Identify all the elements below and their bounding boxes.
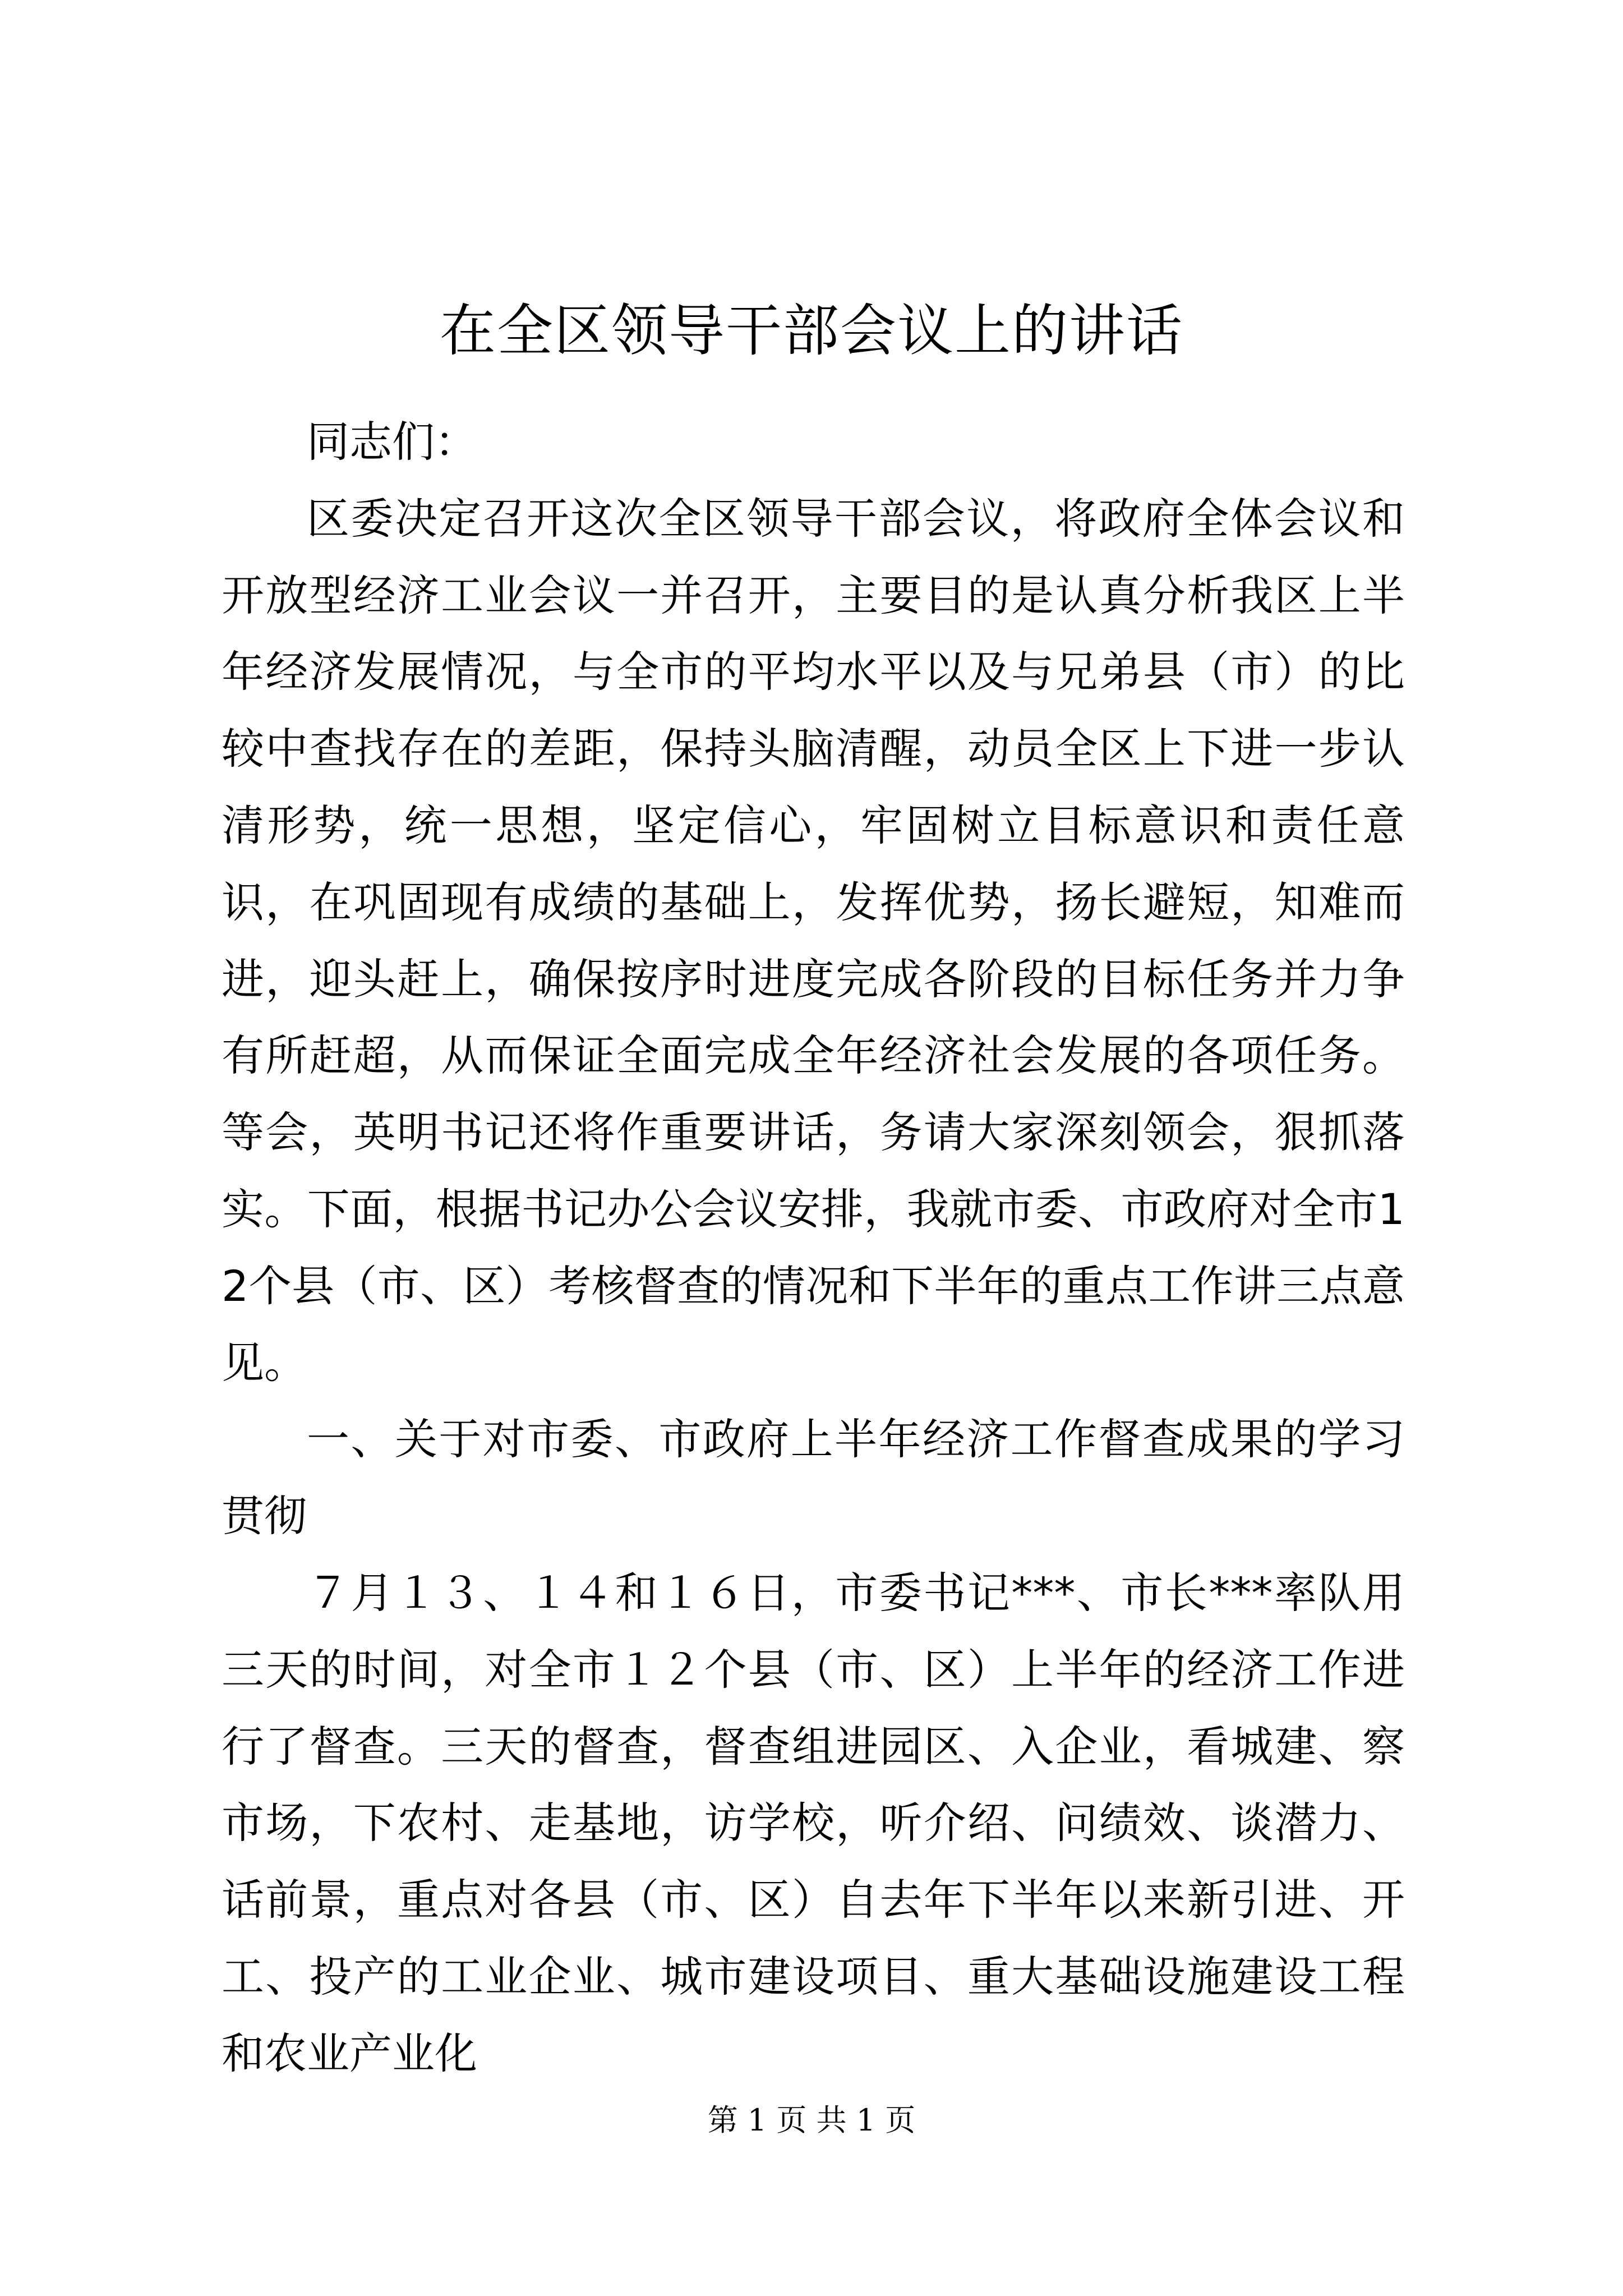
salutation: 同志们： [307,417,477,467]
paragraph-intro: 区委决定召开这次全区领导干部会议，将政府全体会议和开放型经济工业会议一并召开，主要目的是认真分析我区上半年经济发展情况，与全市的平均水平以及与兄弟县（市）的比较中查找存在的差距，保持头脑清醒，动员全区上下进一步认清形势，统一思想，坚定信心，牢固树立目标意识和责任意识，在巩固现有成绩的基础上，发挥优势，扬长避短，知难而进，迎头赶上，确保按序时进度完成各阶段的目标任务并力争有所赶超，从而保证全面完成全年经济社会发展的各项任务。等会，英明书记还将作重要讲话，务请大家深刻领会，狠抓落实。下面，根据书记办公会议安排，我就市委、市政府对全市12个县（市、区）考核督查的情况和下半年的重点工作讲三点意见。 [222,493,1405,1388]
document-body [222,404,1405,2092]
page-footer: 第 1 页 共 1 页 [707,2102,916,2138]
paragraph-inspection: ７月１３、１４和１６日，市委书记***、市长***率队用三天的时间，对全市１２个县（市、区）上半年的经济工作进行了督查。三天的督查，督查组进园区、入企业，看城建、察市场，下农村、走基地，访学校，听介绍、问绩效、谈潜力、话前景，重点对各县（市、区）自去年下半年以来新引进、开工、投产的工业企业、城市建设项目、重大基础设施建设工程和农业产业化 [222,1567,1405,2078]
section-heading-1: 一、关于对市委、市政府上半年经济工作督查成果的学习贯彻 [222,1414,1405,1542]
document-title: 在全区领导干部会议上的讲话 [440,298,1183,364]
